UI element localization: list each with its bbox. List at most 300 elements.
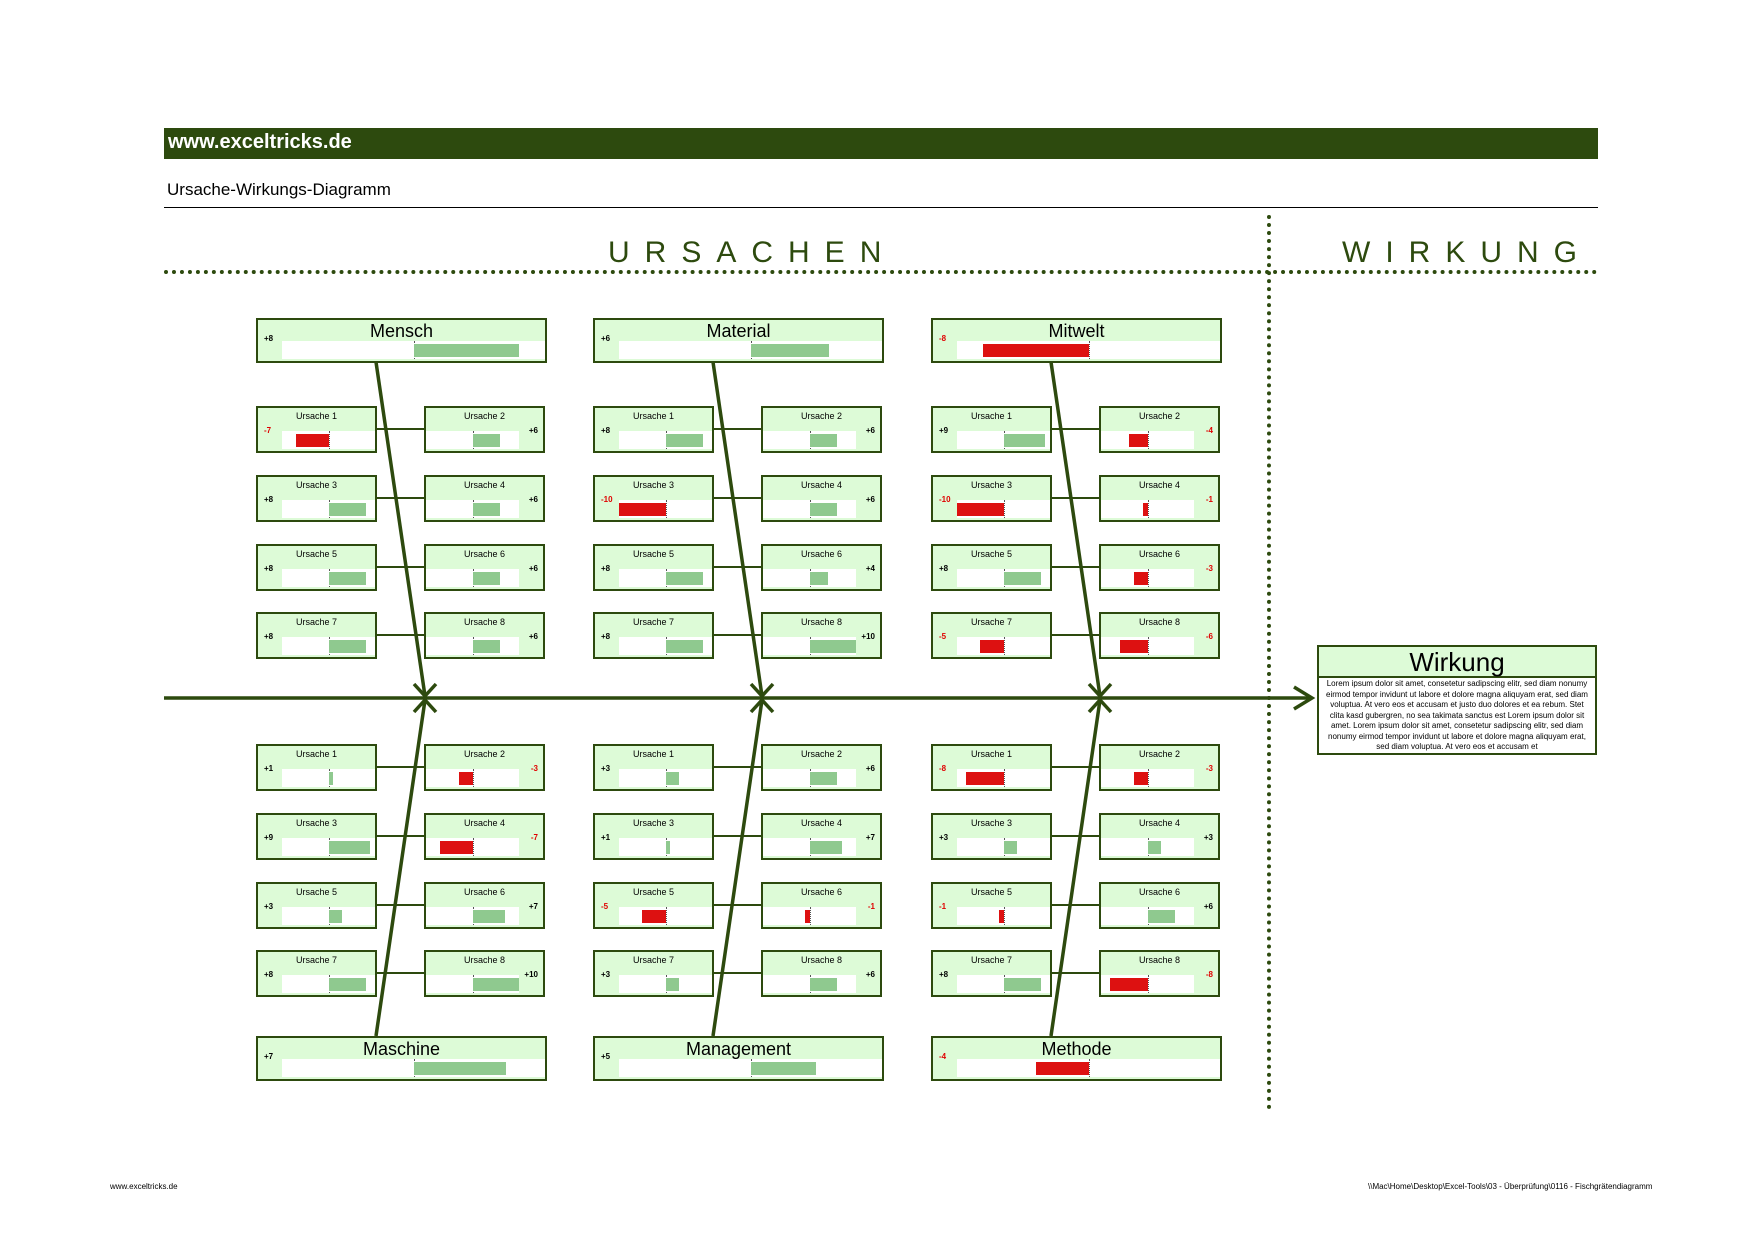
positive-bar (414, 344, 519, 357)
cause-bar-track (282, 838, 375, 856)
effect-box[interactable] (1317, 645, 1597, 755)
negative-bar (1036, 1062, 1089, 1075)
cause-value: +6 (865, 764, 875, 773)
cause-box[interactable] (931, 813, 1052, 860)
negative-bar (642, 910, 665, 923)
cause-value: +1 (264, 764, 274, 773)
positive-bar (666, 841, 671, 854)
cause-box[interactable] (593, 612, 714, 659)
negative-bar (983, 344, 1088, 357)
positive-bar (414, 1062, 506, 1075)
cause-value: +6 (865, 426, 875, 435)
cause-value: +8 (264, 632, 274, 641)
cause-label: Ursache 1 (632, 749, 675, 759)
cause-box[interactable] (1099, 744, 1220, 791)
cause-bar-track (763, 431, 856, 449)
cause-box[interactable] (1099, 612, 1220, 659)
cause-label: Ursache 1 (970, 749, 1013, 759)
cause-box[interactable] (761, 406, 882, 453)
positive-bar (329, 772, 334, 785)
cause-bar-track (282, 569, 375, 587)
cause-box[interactable] (256, 950, 377, 997)
cause-bar-track (619, 431, 712, 449)
cause-label: Ursache 1 (295, 749, 338, 759)
positive-bar (473, 910, 506, 923)
cause-label: Ursache 5 (970, 887, 1013, 897)
positive-bar (473, 503, 501, 516)
cause-value: +6 (865, 970, 875, 979)
cause-value: +8 (939, 564, 949, 573)
cause-value: -8 (1205, 970, 1213, 979)
footer-left: www.exceltricks.de (110, 1182, 178, 1191)
positive-bar (666, 434, 703, 447)
category-label: Mitwelt (1048, 321, 1105, 341)
positive-bar (1004, 978, 1041, 991)
cause-label: Ursache 8 (463, 617, 506, 627)
cause-bar-track (282, 500, 375, 518)
cause-label: Ursache 4 (1138, 480, 1181, 490)
cause-label: Ursache 5 (632, 549, 675, 559)
cause-bar-track (282, 975, 375, 993)
cause-bar-track (426, 975, 519, 993)
cause-box[interactable] (761, 475, 882, 522)
positive-bar (329, 841, 371, 854)
category-value: +7 (264, 1052, 274, 1061)
bar-center-line (329, 431, 330, 449)
cause-value: +9 (939, 426, 949, 435)
negative-bar (459, 772, 473, 785)
cause-value: -1 (867, 902, 875, 911)
cause-value: -1 (939, 902, 947, 911)
cause-label: Ursache 6 (800, 887, 843, 897)
negative-bar (1110, 978, 1147, 991)
cause-box[interactable] (761, 950, 882, 997)
cause-value: +8 (264, 970, 274, 979)
cause-bar-track (1101, 500, 1194, 518)
cause-box[interactable] (931, 882, 1052, 929)
negative-bar (957, 503, 1004, 516)
cause-box[interactable] (593, 544, 714, 591)
positive-bar (751, 1062, 817, 1075)
category-box-mensch[interactable] (256, 318, 547, 363)
cause-bar-track (619, 769, 712, 787)
negative-bar (966, 772, 1003, 785)
negative-bar (296, 434, 329, 447)
bar-center-line (1148, 569, 1149, 587)
cause-box[interactable] (256, 475, 377, 522)
cause-bar-track (619, 907, 712, 925)
cause-bar-track (1101, 769, 1194, 787)
category-label: Methode (1041, 1039, 1112, 1059)
positive-bar (810, 978, 838, 991)
positive-bar (810, 841, 843, 854)
cause-value: +8 (601, 564, 611, 573)
cause-box[interactable] (256, 406, 377, 453)
cause-bar-track (619, 637, 712, 655)
cause-bar-track (426, 838, 519, 856)
cause-value: -8 (939, 764, 947, 773)
bar-center-line (473, 838, 474, 856)
cause-box[interactable] (761, 813, 882, 860)
cause-label: Ursache 6 (1138, 549, 1181, 559)
cause-box[interactable] (256, 544, 377, 591)
positive-bar (329, 503, 366, 516)
cause-bar-track (957, 838, 1050, 856)
cause-label: Ursache 2 (800, 749, 843, 759)
cause-box[interactable] (761, 882, 882, 929)
cause-value: -3 (1205, 564, 1213, 573)
cause-box[interactable] (424, 744, 545, 791)
cause-box[interactable] (1099, 406, 1220, 453)
cause-value: +7 (528, 902, 538, 911)
cause-label: Ursache 7 (295, 955, 338, 965)
positive-bar (666, 978, 680, 991)
cause-value: +3 (601, 970, 611, 979)
cause-label: Ursache 2 (1138, 411, 1181, 421)
category-bar-track (282, 1059, 545, 1077)
cause-value: -7 (530, 833, 538, 842)
page-title: Ursache-Wirkungs-Diagramm (167, 180, 391, 199)
positive-bar (1148, 910, 1176, 923)
cause-bar-track (1101, 975, 1194, 993)
cause-label: Ursache 1 (970, 411, 1013, 421)
cause-label: Ursache 8 (800, 955, 843, 965)
cause-label: Ursache 1 (632, 411, 675, 421)
negative-bar (1120, 640, 1148, 653)
cause-label: Ursache 4 (800, 818, 843, 828)
cause-box[interactable] (256, 744, 377, 791)
bar-center-line (1148, 637, 1149, 655)
positive-bar (1004, 434, 1046, 447)
cause-bar-track (426, 569, 519, 587)
cause-bar-track (426, 907, 519, 925)
cause-box[interactable] (593, 475, 714, 522)
cause-value: +3 (1203, 833, 1213, 842)
cause-box[interactable] (593, 406, 714, 453)
positive-bar (473, 434, 501, 447)
cause-label: Ursache 7 (632, 955, 675, 965)
cause-label: Ursache 7 (970, 617, 1013, 627)
category-label: Mensch (369, 321, 434, 341)
cause-label: Ursache 6 (1138, 887, 1181, 897)
cause-bar-track (619, 975, 712, 993)
cause-value: +8 (264, 564, 274, 573)
cause-value: -10 (601, 495, 613, 504)
positive-bar (1004, 572, 1041, 585)
negative-bar (1134, 772, 1148, 785)
cause-label: Ursache 8 (800, 617, 843, 627)
positive-bar (329, 978, 366, 991)
cause-bar-track (957, 769, 1050, 787)
cause-bar-track (1101, 838, 1194, 856)
cause-label: Ursache 2 (463, 411, 506, 421)
positive-bar (329, 910, 343, 923)
category-bar-track (619, 341, 882, 359)
cause-value: +3 (264, 902, 274, 911)
cause-value: +6 (865, 495, 875, 504)
cause-label: Ursache 6 (463, 549, 506, 559)
cause-value: -4 (1205, 426, 1213, 435)
negative-bar (1134, 572, 1148, 585)
bar-center-line (1148, 431, 1149, 449)
cause-bar-track (1101, 431, 1194, 449)
cause-bar-track (1101, 637, 1194, 655)
positive-bar (1148, 841, 1162, 854)
cause-box[interactable] (1099, 475, 1220, 522)
cause-value: -5 (939, 632, 947, 641)
cause-label: Ursache 3 (632, 480, 675, 490)
cause-value: +3 (939, 833, 949, 842)
cause-value: +6 (528, 426, 538, 435)
cause-value: -3 (530, 764, 538, 773)
cause-value: +6 (528, 564, 538, 573)
cause-box[interactable] (593, 882, 714, 929)
cause-value: -5 (601, 902, 609, 911)
positive-bar (810, 503, 838, 516)
cause-value: -6 (1205, 632, 1213, 641)
cause-bar-track (426, 431, 519, 449)
positive-bar (810, 572, 829, 585)
cause-label: Ursache 6 (800, 549, 843, 559)
category-label: Maschine (362, 1039, 441, 1059)
cause-label: Ursache 3 (970, 480, 1013, 490)
cause-label: Ursache 2 (800, 411, 843, 421)
bar-center-line (1004, 500, 1005, 518)
cause-bar-track (619, 569, 712, 587)
cause-box[interactable] (1099, 544, 1220, 591)
cause-value: +1 (601, 833, 611, 842)
bar-center-line (1089, 1059, 1090, 1077)
cause-value: +8 (939, 970, 949, 979)
cause-bar-track (763, 769, 856, 787)
category-box-material[interactable] (593, 318, 884, 363)
cause-value: +9 (264, 833, 274, 842)
cause-box[interactable] (761, 544, 882, 591)
cause-value: +8 (601, 632, 611, 641)
cause-bar-track (957, 431, 1050, 449)
cause-bar-track (763, 569, 856, 587)
cause-bar-track (957, 907, 1050, 925)
cause-label: Ursache 8 (463, 955, 506, 965)
bone-mensch (376, 362, 425, 696)
cause-value: +8 (601, 426, 611, 435)
positive-bar (810, 434, 838, 447)
positive-bar (473, 640, 501, 653)
cause-bar-track (282, 907, 375, 925)
cause-label: Ursache 7 (970, 955, 1013, 965)
category-bar-track (957, 1059, 1220, 1077)
cause-box[interactable] (931, 612, 1052, 659)
cause-bar-track (763, 975, 856, 993)
category-label: Management (685, 1039, 792, 1059)
positive-bar (810, 640, 857, 653)
cause-value: +10 (861, 632, 875, 641)
cause-box[interactable] (593, 950, 714, 997)
category-box-maschine[interactable] (256, 1036, 547, 1081)
negative-bar (999, 910, 1004, 923)
cause-value: +6 (528, 632, 538, 641)
cause-box[interactable] (1099, 950, 1220, 997)
cause-label: Ursache 5 (970, 549, 1013, 559)
cause-label: Ursache 4 (463, 818, 506, 828)
cause-bar-track (763, 637, 856, 655)
cause-bar-track (619, 838, 712, 856)
cause-bar-track (763, 907, 856, 925)
bone-methode (1051, 700, 1100, 1036)
cause-bar-track (426, 500, 519, 518)
cause-label: Ursache 8 (1138, 617, 1181, 627)
cause-box[interactable] (593, 744, 714, 791)
category-bar-track (619, 1059, 882, 1077)
cause-box[interactable] (424, 813, 545, 860)
cause-box[interactable] (256, 813, 377, 860)
category-label: Material (706, 321, 771, 341)
positive-bar (751, 344, 830, 357)
cause-bar-track (426, 637, 519, 655)
category-value: +8 (264, 334, 274, 343)
cause-box[interactable] (424, 950, 545, 997)
bar-center-line (666, 500, 667, 518)
cause-bar-track (282, 431, 375, 449)
cause-bar-track (1101, 569, 1194, 587)
cause-bar-track (282, 769, 375, 787)
cause-label: Ursache 4 (800, 480, 843, 490)
bone-mitwelt (1051, 362, 1100, 696)
cause-bar-track (957, 500, 1050, 518)
cause-bar-track (619, 500, 712, 518)
category-box-mitwelt[interactable] (931, 318, 1222, 363)
cause-box[interactable] (931, 950, 1052, 997)
positive-bar (473, 978, 520, 991)
cause-label: Ursache 5 (295, 549, 338, 559)
cause-box[interactable] (593, 813, 714, 860)
cause-label: Ursache 7 (632, 617, 675, 627)
cause-box[interactable] (256, 612, 377, 659)
bar-center-line (1089, 341, 1090, 359)
bone-management (713, 700, 762, 1036)
positive-bar (329, 640, 366, 653)
bar-center-line (666, 907, 667, 925)
bone-material (713, 362, 762, 696)
bar-center-line (1004, 769, 1005, 787)
negative-bar (440, 841, 473, 854)
cause-box[interactable] (931, 544, 1052, 591)
positive-bar (666, 572, 703, 585)
effect-title: Wirkung (1319, 647, 1595, 678)
cause-value: +6 (1203, 902, 1213, 911)
bone-maschine (376, 700, 425, 1036)
cause-box[interactable] (424, 406, 545, 453)
cause-value: +3 (601, 764, 611, 773)
cause-value: -10 (939, 495, 951, 504)
bar-center-line (810, 907, 811, 925)
cause-label: Ursache 2 (463, 749, 506, 759)
bar-center-line (1148, 769, 1149, 787)
positive-bar (666, 640, 703, 653)
cause-label: Ursache 3 (295, 818, 338, 828)
effect-description: Lorem ipsum dolor sit amet, consetetur sadipscing elitr, sed diam nonumy eirmod tempor invidunt ut labore et dolore magna aliquyam erat, sed diam voluptua. At vero eos et accusam et justo duo dolores et ea rebum. Stet clita kasd gubergren, no sea takimata sanctus est Lorem ipsum dolor sit amet. Lorem ipsum dolor sit amet, consetetur sadipscing elitr, sed diam nonumy eirmod tempor invidunt ut labore et dolore magna aliquyam erat, sed diam voluptua. At vero eos et accusam et (1326, 679, 1588, 751)
cause-bar-track (1101, 907, 1194, 925)
bar-center-line (1004, 637, 1005, 655)
bar-center-line (473, 769, 474, 787)
negative-bar (805, 910, 810, 923)
cause-label: Ursache 5 (632, 887, 675, 897)
cause-bar-track (763, 500, 856, 518)
cause-value: -7 (264, 426, 272, 435)
cause-label: Ursache 4 (463, 480, 506, 490)
category-box-methode[interactable] (931, 1036, 1222, 1081)
negative-bar (1143, 503, 1148, 516)
positive-bar (329, 572, 366, 585)
negative-bar (980, 640, 1003, 653)
cause-value: +6 (528, 495, 538, 504)
bar-center-line (1004, 907, 1005, 925)
category-bar-track (957, 341, 1220, 359)
cause-box[interactable] (256, 882, 377, 929)
causes-heading: URSACHEN (608, 236, 897, 269)
cause-box[interactable] (931, 406, 1052, 453)
category-value: +6 (601, 334, 611, 343)
cause-label: Ursache 2 (1138, 749, 1181, 759)
cause-box[interactable] (424, 612, 545, 659)
cause-label: Ursache 6 (463, 887, 506, 897)
cause-label: Ursache 3 (632, 818, 675, 828)
cause-bar-track (957, 637, 1050, 655)
cause-value: +4 (865, 564, 875, 573)
bar-center-line (1148, 975, 1149, 993)
footer-path: \\Mac\Home\Desktop\Excel-Tools\03 - Überprüfung\0116 - Fischgrätendiagramm (1368, 1182, 1653, 1191)
cause-label: Ursache 5 (295, 887, 338, 897)
bar-center-line (1148, 500, 1149, 518)
cause-bar-track (763, 838, 856, 856)
cause-box[interactable] (1099, 882, 1220, 929)
cause-box[interactable] (424, 882, 545, 929)
cause-label: Ursache 7 (295, 617, 338, 627)
site-name: www.exceltricks.de (168, 131, 352, 153)
cause-bar-track (957, 569, 1050, 587)
cause-box[interactable] (424, 544, 545, 591)
category-value: -4 (939, 1052, 947, 1061)
cause-label: Ursache 8 (1138, 955, 1181, 965)
cause-value: -1 (1205, 495, 1213, 504)
positive-bar (666, 772, 680, 785)
positive-bar (1004, 841, 1018, 854)
cause-value: +7 (865, 833, 875, 842)
cause-bar-track (957, 975, 1050, 993)
cause-label: Ursache 3 (970, 818, 1013, 828)
category-box-management[interactable] (593, 1036, 884, 1081)
category-bar-track (282, 341, 545, 359)
cause-label: Ursache 4 (1138, 818, 1181, 828)
positive-bar (473, 572, 501, 585)
cause-value: +10 (524, 970, 538, 979)
category-value: -8 (939, 334, 947, 343)
cause-value: +8 (264, 495, 274, 504)
positive-bar (810, 772, 838, 785)
cause-bar-track (282, 637, 375, 655)
cause-label: Ursache 3 (295, 480, 338, 490)
cause-box[interactable] (931, 475, 1052, 522)
cause-label: Ursache 1 (295, 411, 338, 421)
cause-box[interactable] (761, 744, 882, 791)
cause-box[interactable] (1099, 813, 1220, 860)
negative-bar (619, 503, 666, 516)
cause-bar-track (426, 769, 519, 787)
cause-box[interactable] (931, 744, 1052, 791)
cause-box[interactable] (424, 475, 545, 522)
cause-box[interactable] (761, 612, 882, 659)
category-value: +5 (601, 1052, 611, 1061)
